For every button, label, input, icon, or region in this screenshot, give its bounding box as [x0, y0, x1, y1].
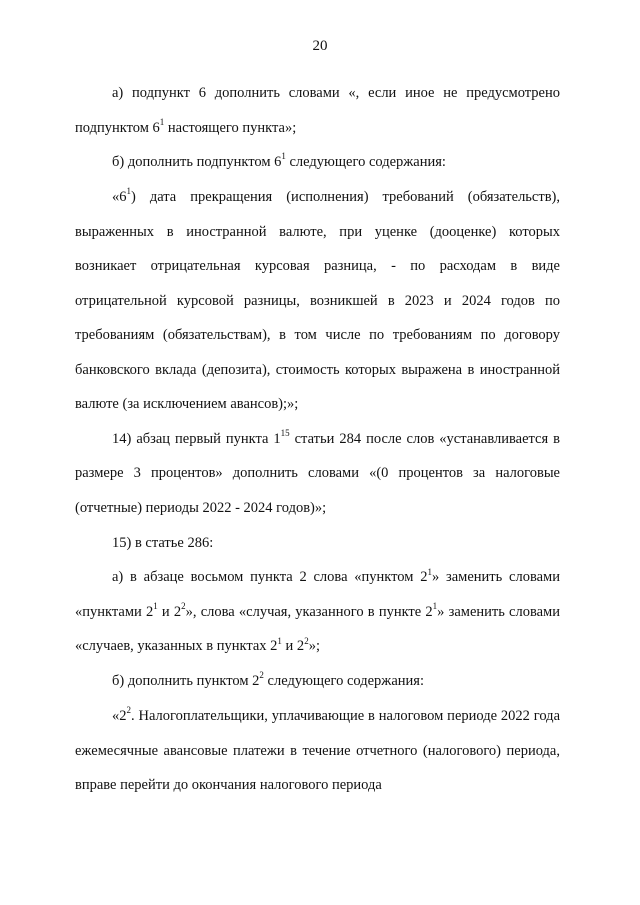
paragraph-article-286-b: б) дополнить пунктом $2^2$ следующего содержания:: [112, 670, 424, 690]
page-number: 20: [312, 38, 328, 54]
document-body: [75, 76, 560, 803]
paragraph-amend-subpoint-6: а) подпункт 6 дополнить словами «, если иное не предусмотрено подпунктом $6^1$ настоящего пункта»;: [75, 85, 560, 136]
paragraph-point-2-2-text: «$2^2$. Налогоплательщики, уплачивающие в налоговом периоде 2022 года ежемесячные авансовые платежи в течение отчетного (налогового) периода, вправе перейти до окончания налогового периода: [75, 705, 560, 794]
paragraph-item-14: 14) абзац первый пункта $1^{15}$ статьи 284 после слов «устанавливается в размере 3 процентов» дополнить словами «(0 процентов за налоговые (отчетные) периоды 2022 - 2024 годов)»;: [75, 428, 560, 516]
paragraph-add-subpoint-6-1: б) дополнить подпунктом $6^1$ следующего содержания:: [112, 151, 446, 171]
paragraph-item-15: 15) в статье 286:: [112, 534, 214, 551]
paragraph-subpoint-6-1-text: «$6^1$) дата прекращения (исполнения) требований (обязательств), выраженных в иностранной валюте, при уценке (дооценке) которых возникает отрицательная курсовая разница, - по расходам в виде отрицательной курсовой разницы, возникшей в 2023 и 2024 годов по требованиям (обязательствам), в том числе по требованиям по договору банковского вклада (депозита), стоимость которых выражена в иностранной валюте (за исключением авансов);»;: [75, 186, 560, 413]
paragraph-article-286-a: а) в абзаце восьмом пункта 2 слова «пунктом $2^1$» заменить словами «пунктами $2^1$ и $2^2$», слова «случая, указанного в пункте $2^1$» заменить словами «случаев, указанных в пунктах $2^1$ и $2^2$»;: [75, 566, 560, 655]
